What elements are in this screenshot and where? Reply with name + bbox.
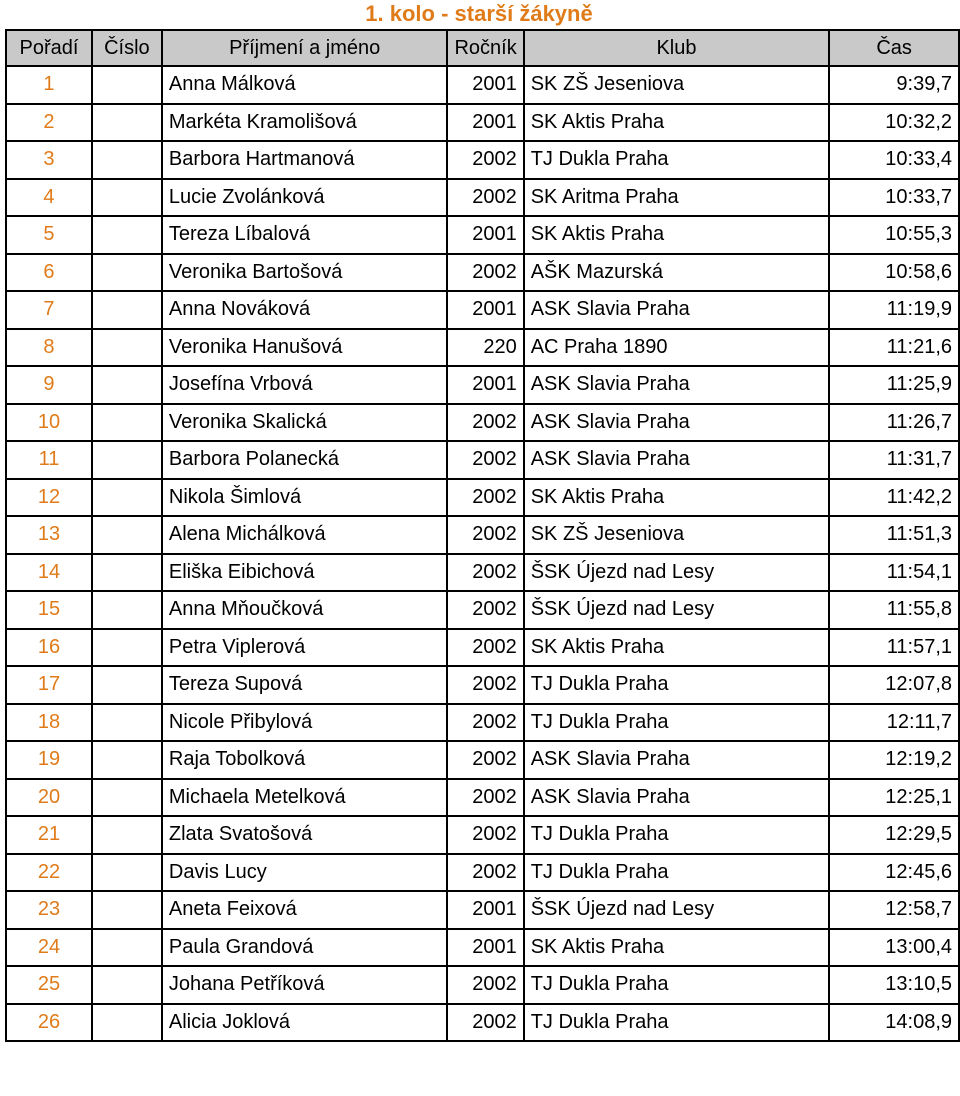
number-cell — [92, 66, 162, 104]
name-cell: Eliška Eibichová — [162, 554, 448, 592]
time-cell: 9:39,7 — [829, 66, 959, 104]
rank-cell: 19 — [6, 741, 92, 779]
year-cell: 2002 — [447, 404, 523, 442]
club-cell: ŠSK Újezd nad Lesy — [524, 891, 829, 929]
table-row — [6, 816, 959, 854]
year-cell: 2001 — [447, 366, 523, 404]
table-row — [6, 479, 959, 517]
number-cell — [92, 441, 162, 479]
club-cell: SK Aktis Praha — [524, 216, 829, 254]
rank-cell: 2 — [6, 104, 92, 142]
rank-cell: 14 — [6, 554, 92, 592]
column-header-rank: Pořadí — [6, 30, 92, 66]
time-cell: 12:29,5 — [829, 816, 959, 854]
year-cell: 2002 — [447, 591, 523, 629]
page-title: 1. kolo - starší žákyně — [365, 1, 593, 26]
club-cell: TJ Dukla Praha — [524, 966, 829, 1004]
year-cell: 2002 — [447, 629, 523, 667]
year-cell: 220 — [447, 329, 523, 367]
table-row — [6, 66, 959, 104]
time-cell: 11:19,9 — [829, 291, 959, 329]
rank-cell: 20 — [6, 779, 92, 817]
year-cell: 2002 — [447, 704, 523, 742]
table-row — [6, 366, 959, 404]
number-cell — [92, 666, 162, 704]
number-cell — [92, 966, 162, 1004]
rank-cell: 10 — [6, 404, 92, 442]
club-cell: ASK Slavia Praha — [524, 741, 829, 779]
number-cell — [92, 366, 162, 404]
year-cell: 2002 — [447, 441, 523, 479]
rank-cell: 24 — [6, 929, 92, 967]
club-cell: AŠK Mazurská — [524, 254, 829, 292]
year-cell: 2002 — [447, 854, 523, 892]
name-cell: Nicole Přibylová — [162, 704, 448, 742]
number-cell — [92, 591, 162, 629]
club-cell: TJ Dukla Praha — [524, 816, 829, 854]
name-cell: Raja Tobolková — [162, 741, 448, 779]
rank-cell: 16 — [6, 629, 92, 667]
name-cell: Alicia Joklová — [162, 1004, 448, 1042]
number-cell — [92, 854, 162, 892]
table-row — [6, 516, 959, 554]
name-cell: Alena Michálková — [162, 516, 448, 554]
number-cell — [92, 816, 162, 854]
club-cell: TJ Dukla Praha — [524, 666, 829, 704]
name-cell: Anna Nováková — [162, 291, 448, 329]
number-cell — [92, 479, 162, 517]
rank-cell: 9 — [6, 366, 92, 404]
club-cell: AC Praha 1890 — [524, 329, 829, 367]
name-cell: Veronika Skalická — [162, 404, 448, 442]
number-cell — [92, 554, 162, 592]
number-cell — [92, 329, 162, 367]
table-row — [6, 104, 959, 142]
number-cell — [92, 1004, 162, 1042]
time-cell: 11:26,7 — [829, 404, 959, 442]
number-cell — [92, 516, 162, 554]
table-row — [6, 291, 959, 329]
number-cell — [92, 291, 162, 329]
column-header-club: Klub — [524, 30, 829, 66]
year-cell: 2002 — [447, 479, 523, 517]
rank-cell: 22 — [6, 854, 92, 892]
year-cell: 2002 — [447, 816, 523, 854]
number-cell — [92, 179, 162, 217]
table-row — [6, 966, 959, 1004]
number-cell — [92, 254, 162, 292]
club-cell: TJ Dukla Praha — [524, 704, 829, 742]
year-cell: 2002 — [447, 254, 523, 292]
time-cell: 11:54,1 — [829, 554, 959, 592]
club-cell: SK ZŠ Jeseniova — [524, 66, 829, 104]
rank-cell: 3 — [6, 141, 92, 179]
name-cell: Barbora Hartmanová — [162, 141, 448, 179]
club-cell: TJ Dukla Praha — [524, 1004, 829, 1042]
header-row — [6, 30, 959, 66]
year-cell: 2001 — [447, 66, 523, 104]
club-cell: ASK Slavia Praha — [524, 441, 829, 479]
number-cell — [92, 141, 162, 179]
table-row — [6, 854, 959, 892]
rank-cell: 15 — [6, 591, 92, 629]
year-cell: 2002 — [447, 779, 523, 817]
table-row — [6, 1004, 959, 1042]
rank-cell: 17 — [6, 666, 92, 704]
club-cell: ŠSK Újezd nad Lesy — [524, 591, 829, 629]
table-row — [6, 704, 959, 742]
name-cell: Tereza Supová — [162, 666, 448, 704]
time-cell: 11:57,1 — [829, 629, 959, 667]
table-row — [6, 929, 959, 967]
rank-cell: 23 — [6, 891, 92, 929]
club-cell: SK Aritma Praha — [524, 179, 829, 217]
time-cell: 10:33,4 — [829, 141, 959, 179]
number-cell — [92, 741, 162, 779]
number-cell — [92, 629, 162, 667]
name-cell: Josefína Vrbová — [162, 366, 448, 404]
name-cell: Veronika Hanušová — [162, 329, 448, 367]
column-header-number: Číslo — [92, 30, 162, 66]
time-cell: 12:45,6 — [829, 854, 959, 892]
name-cell: Paula Grandová — [162, 929, 448, 967]
time-cell: 14:08,9 — [829, 1004, 959, 1042]
name-cell: Anna Málková — [162, 66, 448, 104]
number-cell — [92, 779, 162, 817]
year-cell: 2002 — [447, 966, 523, 1004]
table-row — [6, 779, 959, 817]
results-table — [5, 29, 960, 1042]
time-cell: 10:58,6 — [829, 254, 959, 292]
name-cell: Michaela Metelková — [162, 779, 448, 817]
rank-cell: 1 — [6, 66, 92, 104]
club-cell: ASK Slavia Praha — [524, 366, 829, 404]
rank-cell: 21 — [6, 816, 92, 854]
time-cell: 11:42,2 — [829, 479, 959, 517]
year-cell: 2001 — [447, 291, 523, 329]
year-cell: 2001 — [447, 104, 523, 142]
year-cell: 2002 — [447, 179, 523, 217]
club-cell: ASK Slavia Praha — [524, 779, 829, 817]
time-cell: 11:51,3 — [829, 516, 959, 554]
number-cell — [92, 104, 162, 142]
year-cell: 2002 — [447, 666, 523, 704]
column-header-name: Příjmení a jméno — [162, 30, 448, 66]
column-header-time: Čas — [829, 30, 959, 66]
time-cell: 12:25,1 — [829, 779, 959, 817]
rank-cell: 18 — [6, 704, 92, 742]
time-cell: 11:55,8 — [829, 591, 959, 629]
rank-cell: 25 — [6, 966, 92, 1004]
name-cell: Anna Mňoučková — [162, 591, 448, 629]
table-header — [6, 30, 959, 66]
table-row — [6, 329, 959, 367]
year-cell: 2002 — [447, 741, 523, 779]
club-cell: SK ZŠ Jeseniova — [524, 516, 829, 554]
year-cell: 2002 — [447, 516, 523, 554]
time-cell: 10:55,3 — [829, 216, 959, 254]
table-row — [6, 441, 959, 479]
number-cell — [92, 216, 162, 254]
name-cell: Petra Viplerová — [162, 629, 448, 667]
time-cell: 12:58,7 — [829, 891, 959, 929]
table-row — [6, 591, 959, 629]
number-cell — [92, 929, 162, 967]
rank-cell: 4 — [6, 179, 92, 217]
number-cell — [92, 704, 162, 742]
year-cell: 2001 — [447, 929, 523, 967]
table-row — [6, 179, 959, 217]
table-row — [6, 891, 959, 929]
table-row — [6, 216, 959, 254]
club-cell: SK Aktis Praha — [524, 629, 829, 667]
table-row — [6, 404, 959, 442]
name-cell: Veronika Bartošová — [162, 254, 448, 292]
club-cell: TJ Dukla Praha — [524, 854, 829, 892]
club-cell: SK Aktis Praha — [524, 104, 829, 142]
club-cell: TJ Dukla Praha — [524, 141, 829, 179]
club-cell: SK Aktis Praha — [524, 479, 829, 517]
time-cell: 11:25,9 — [829, 366, 959, 404]
year-cell: 2002 — [447, 1004, 523, 1042]
year-cell: 2001 — [447, 891, 523, 929]
rank-cell: 26 — [6, 1004, 92, 1042]
club-cell: ŠSK Újezd nad Lesy — [524, 554, 829, 592]
club-cell: ASK Slavia Praha — [524, 404, 829, 442]
name-cell: Barbora Polanecká — [162, 441, 448, 479]
name-cell: Johana Petříková — [162, 966, 448, 1004]
year-cell: 2002 — [447, 141, 523, 179]
year-cell: 2001 — [447, 216, 523, 254]
table-row — [6, 629, 959, 667]
name-cell: Aneta Feixová — [162, 891, 448, 929]
rank-cell: 8 — [6, 329, 92, 367]
name-cell: Zlata Svatošová — [162, 816, 448, 854]
name-cell: Markéta Kramolišová — [162, 104, 448, 142]
number-cell — [92, 891, 162, 929]
time-cell: 11:21,6 — [829, 329, 959, 367]
rank-cell: 6 — [6, 254, 92, 292]
column-header-year: Ročník — [447, 30, 523, 66]
table-row — [6, 554, 959, 592]
number-cell — [92, 404, 162, 442]
table-row — [6, 666, 959, 704]
rank-cell: 11 — [6, 441, 92, 479]
table-row — [6, 254, 959, 292]
rank-cell: 7 — [6, 291, 92, 329]
table-body — [6, 66, 959, 1041]
name-cell: Lucie Zvolánková — [162, 179, 448, 217]
table-row — [6, 741, 959, 779]
time-cell: 10:32,2 — [829, 104, 959, 142]
name-cell: Davis Lucy — [162, 854, 448, 892]
time-cell: 12:11,7 — [829, 704, 959, 742]
rank-cell: 12 — [6, 479, 92, 517]
time-cell: 13:10,5 — [829, 966, 959, 1004]
time-cell: 12:19,2 — [829, 741, 959, 779]
page-title-wrap — [0, 0, 960, 28]
time-cell: 12:07,8 — [829, 666, 959, 704]
time-cell: 11:31,7 — [829, 441, 959, 479]
time-cell: 10:33,7 — [829, 179, 959, 217]
rank-cell: 5 — [6, 216, 92, 254]
name-cell: Tereza Líbalová — [162, 216, 448, 254]
table-row — [6, 141, 959, 179]
name-cell: Nikola Šimlová — [162, 479, 448, 517]
club-cell: SK Aktis Praha — [524, 929, 829, 967]
time-cell: 13:00,4 — [829, 929, 959, 967]
year-cell: 2002 — [447, 554, 523, 592]
club-cell: ASK Slavia Praha — [524, 291, 829, 329]
rank-cell: 13 — [6, 516, 92, 554]
